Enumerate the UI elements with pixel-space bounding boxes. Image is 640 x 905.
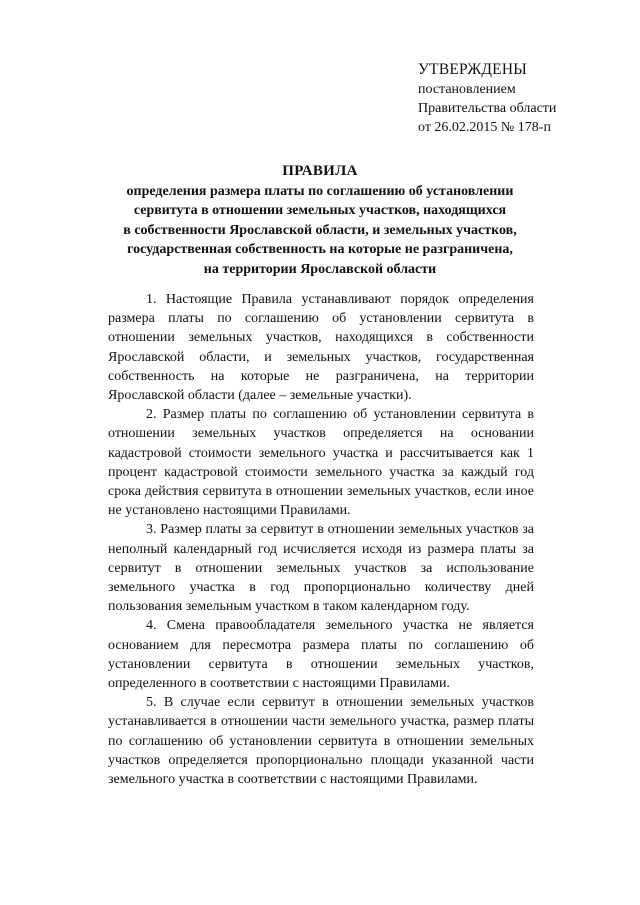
title-line: на территории Ярославской области [203,261,437,277]
approval-stamp [418,60,618,137]
approval-heading: УТВЕРЖДЕНЫ [418,61,527,78]
paragraph: 5. В случае если сервитут в отношении земельных участков устанавливается в отношении части земельного участка, размер платы по соглашению об установлении сервитута в отношении земельных участков определяется пропорционально площади указанной части земельного участка в соответствии с настоящими Правилами. [108,695,534,788]
title-line: сервитута в отношении земельных участков, находящихся [133,203,507,218]
paragraph: 4. Смена правообладателя земельного участка не является основанием для пересмотра размера платы по соглашению об установлении сервитута в отношении земельных участков, определенного в соответствии с настоящими Правилами. [108,618,534,692]
document-body [108,290,534,789]
paragraph: 2. Размер платы по соглашению об установлении сервитута в отношении земельных участков определяется на основании кадастровой стоимости земельного участка и рассчитывается как 1 процент кадастровой стоимости земельного участка за каждый год срока действия сервитута в отношении земельных участков, если иное не установлено настоящими Правилами. [108,407,534,519]
approval-line: постановлением [418,82,516,97]
title-line: государственная собственность на которые не разграничена, [127,242,513,257]
approval-line: от 26.02.2015 № 178-п [418,120,551,135]
document-title [100,162,540,279]
approval-line: Правительства области [418,101,557,116]
paragraph: 3. Размер платы за сервитут в отношении земельных участков за неполный календарный год исчисляется исходя из размера платы за сервитут в отношении земельных участков за использование земельного участка в год пропорционально количеству дней пользования земельным участком в таком календарном году. [108,522,534,615]
title-line: в собственности Ярославской области, и земельных участков, [123,222,517,238]
title-main: ПРАВИЛА [282,163,358,179]
title-line: определения размера платы по соглашению об установлении [126,183,514,199]
paragraph: 1. Настоящие Правила устанавливают порядок определения размера платы по соглашению об установлении сервитута в отношении земельных участков, находящихся в собственности Ярославской области, и земельных участков, государственная собственность на которые не разграничена, на территории Ярославской области (далее – земельные участки). [108,292,534,404]
